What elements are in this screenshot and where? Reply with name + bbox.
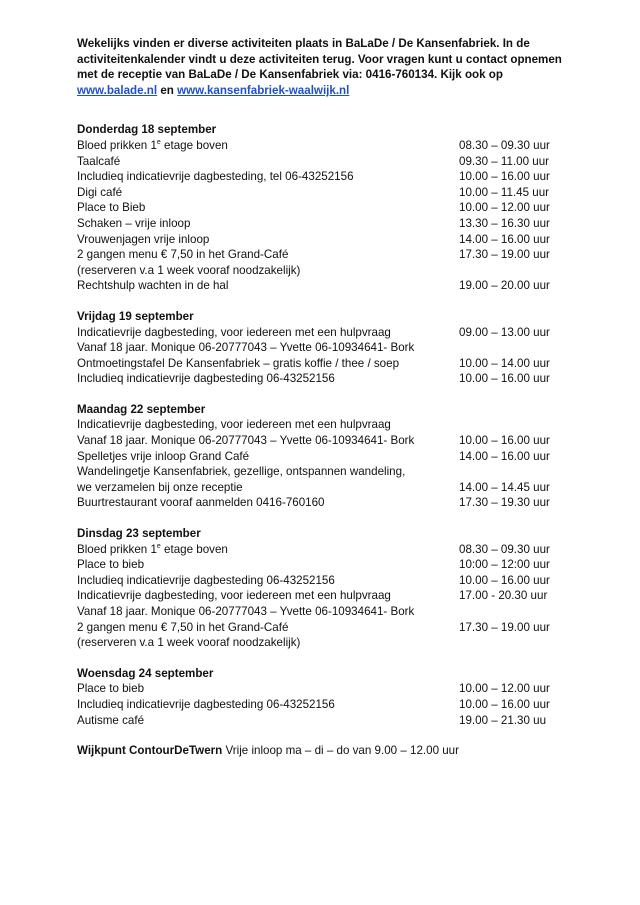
activity-time: 19.00 – 21.30 uu bbox=[459, 713, 547, 727]
activity-name-part: etage boven bbox=[160, 542, 228, 556]
activity-row bbox=[77, 417, 567, 433]
activity-calendar bbox=[77, 36, 567, 759]
activity-row bbox=[77, 247, 567, 263]
activity-row bbox=[77, 340, 567, 356]
activity-time: 10.00 – 12.00 uur bbox=[459, 201, 550, 215]
activity-row bbox=[77, 495, 567, 511]
day-section bbox=[77, 526, 567, 651]
activity-name: Includieq indicatievrije dagbesteding, tel 06-43252156 bbox=[77, 170, 354, 184]
activity-name: Vanaf 18 jaar. Monique 06-20777043 – Yvette 06-10934641- Bork bbox=[77, 434, 415, 448]
activity-time: 17.30 – 19.00 uur bbox=[459, 620, 550, 634]
activity-name: (reserveren v.a 1 week vooraf noodzakelijk) bbox=[77, 263, 301, 277]
activity-time: 09.30 – 11.00 uur bbox=[459, 154, 550, 168]
activity-name: Ontmoetingstafel De Kansenfabriek – gratis koffie / thee / soep bbox=[77, 356, 400, 370]
activity-name: Includieq indicatievrije dagbesteding 06-43252156 bbox=[77, 573, 335, 587]
activity-time: 09.00 – 13.00 uur bbox=[459, 325, 550, 339]
day-title: Vrijdag 19 september bbox=[77, 309, 194, 323]
activity-name: Indicatievrije dagbesteding, voor iedereen met een hulpvraag bbox=[77, 589, 391, 603]
activity-row bbox=[77, 154, 567, 170]
activity-time: 19.00 – 20.00 uur bbox=[459, 279, 550, 293]
activity-row bbox=[77, 464, 567, 480]
activity-name: Includieq indicatievrije dagbesteding 06-43252156 bbox=[77, 697, 335, 711]
activity-name: we verzamelen bij onze receptie bbox=[77, 480, 243, 494]
activity-name: Vanaf 18 jaar. Monique 06-20777043 – Yvette 06-10934641- Bork bbox=[77, 341, 415, 355]
activity-time bbox=[459, 340, 567, 356]
ordinal-superscript: e bbox=[156, 542, 161, 550]
activity-name bbox=[77, 138, 459, 154]
activity-time: 10.00 – 16.00 uur bbox=[459, 372, 550, 386]
footer-note bbox=[77, 743, 567, 759]
activity-row bbox=[77, 542, 567, 558]
activity-time bbox=[459, 635, 567, 651]
day-title: Donderdag 18 september bbox=[77, 123, 217, 137]
day-title: Woensdag 24 september bbox=[77, 666, 214, 680]
ordinal-superscript: e bbox=[156, 139, 161, 147]
activity-time: 14.00 – 16.00 uur bbox=[459, 232, 550, 246]
activity-name: (reserveren v.a 1 week vooraf noodzakelijk) bbox=[77, 636, 301, 650]
activity-time: 14.00 – 16.00 uur bbox=[459, 449, 550, 463]
activity-row bbox=[77, 232, 567, 248]
activity-time bbox=[459, 417, 567, 433]
activity-time: 10.00 – 14.00 uur bbox=[459, 356, 550, 370]
activity-time bbox=[459, 464, 567, 480]
activity-row bbox=[77, 588, 567, 604]
activity-time: 10.00 – 16.00 uur bbox=[459, 170, 550, 184]
activity-row bbox=[77, 573, 567, 589]
activity-row bbox=[77, 356, 567, 372]
activity-row bbox=[77, 697, 567, 713]
activity-row bbox=[77, 216, 567, 232]
activity-name: Autisme café bbox=[77, 713, 145, 727]
activity-time: 14.00 – 14.45 uur bbox=[459, 480, 550, 494]
activity-time: 10.00 – 16.00 uur bbox=[459, 573, 550, 587]
activity-row bbox=[77, 480, 567, 496]
activity-time: 10.00 – 12.00 uur bbox=[459, 682, 550, 696]
activity-time: 10.00 – 16.00 uur bbox=[459, 434, 550, 448]
activity-time: 08.30 – 09.30 uur bbox=[459, 542, 550, 556]
activity-time: 10:00 – 12:00 uur bbox=[459, 558, 550, 572]
activity-time: 17.30 – 19.30 uur bbox=[459, 496, 550, 510]
activity-name: Indicatievrije dagbesteding, voor iedereen met een hulpvraag bbox=[77, 418, 391, 432]
activity-row bbox=[77, 449, 567, 465]
activity-row bbox=[77, 635, 567, 651]
activity-row bbox=[77, 185, 567, 201]
activity-name: Buurtrestaurant vooraf aanmelden 0416-760160 bbox=[77, 496, 325, 510]
intro-connector: en bbox=[160, 83, 174, 97]
activity-row bbox=[77, 433, 567, 449]
activity-time: 10.00 – 16.00 uur bbox=[459, 697, 550, 711]
day-title: Dinsdag 23 september bbox=[77, 527, 201, 541]
activity-time bbox=[459, 263, 567, 279]
activity-name: Spelletjes vrije inloop Grand Café bbox=[77, 449, 250, 463]
activity-row bbox=[77, 169, 567, 185]
activity-name: Place to bieb bbox=[77, 682, 145, 696]
footer-location: Wijkpunt ContourDeTwern bbox=[77, 744, 223, 758]
day-section bbox=[77, 666, 567, 728]
activity-name: Taalcafé bbox=[77, 154, 121, 168]
activity-row bbox=[77, 325, 567, 341]
activity-row bbox=[77, 713, 567, 729]
footer-text: Vrije inloop ma – di – do van 9.00 – 12.00 uur bbox=[222, 744, 459, 758]
activity-name: Vrouwenjagen vrije inloop bbox=[77, 232, 210, 246]
activity-name: 2 gangen menu € 7,50 in het Grand-Café bbox=[77, 248, 289, 262]
activity-row bbox=[77, 604, 567, 620]
activity-time: 13.30 – 16.30 uur bbox=[459, 216, 550, 230]
activity-time: 08.30 – 09.30 uur bbox=[459, 138, 550, 152]
schedule bbox=[77, 122, 567, 728]
activity-row bbox=[77, 681, 567, 697]
activity-name: Vanaf 18 jaar. Monique 06-20777043 – Yvette 06-10934641- Bork bbox=[77, 605, 415, 618]
activity-name: Place to Bieb bbox=[77, 201, 146, 215]
activity-row bbox=[77, 371, 567, 387]
activity-name: Includieq indicatievrije dagbesteding 06-43252156 bbox=[77, 372, 335, 386]
activity-name-part: etage boven bbox=[160, 138, 228, 152]
kansenfabriek-link[interactable]: www.kansenfabriek-waalwijk.nl bbox=[177, 83, 350, 97]
day-title: Maandag 22 september bbox=[77, 402, 206, 416]
activity-name: Place to bieb bbox=[77, 558, 145, 572]
activity-row bbox=[77, 200, 567, 216]
activity-time bbox=[459, 604, 567, 620]
activity-name: Rechtshulp wachten in de hal bbox=[77, 279, 229, 293]
activity-row bbox=[77, 620, 567, 636]
activity-time: 10.00 – 11.45 uur bbox=[459, 185, 550, 199]
activity-name: Indicatievrije dagbesteding, voor iedereen met een hulpvraag bbox=[77, 325, 391, 339]
activity-name bbox=[77, 542, 459, 558]
intro-paragraph bbox=[77, 36, 567, 98]
activity-name: Digi café bbox=[77, 185, 123, 199]
activity-row bbox=[77, 278, 567, 294]
activity-time: 17.30 – 19.00 uur bbox=[459, 248, 550, 262]
activity-row bbox=[77, 557, 567, 573]
activity-name-part: Bloed prikken 1 bbox=[77, 542, 157, 556]
activity-name: Wandelingetje Kansenfabriek, gezellige, ontspannen wandeling, bbox=[77, 465, 406, 479]
activity-name: 2 gangen menu € 7,50 in het Grand-Café bbox=[77, 620, 289, 634]
day-section bbox=[77, 122, 567, 294]
activity-row bbox=[77, 263, 567, 279]
day-section bbox=[77, 309, 567, 387]
activity-name: Schaken – vrije inloop bbox=[77, 216, 191, 230]
activity-time: 17.00 - 20.30 uur bbox=[459, 589, 548, 603]
activity-row bbox=[77, 138, 567, 154]
balade-link[interactable]: www.balade.nl bbox=[77, 83, 158, 97]
day-section bbox=[77, 402, 567, 511]
intro-text: Wekelijks vinden er diverse activiteiten plaats in BaLaDe / De Kansenfabriek. In de activiteitenkalender vindt u deze activiteiten terug. Voor vragen kunt u contact opnemen met de receptie van BaLaDe / De Kansenfabriek via: 0416-760134. Kijk ook op bbox=[77, 37, 562, 82]
activity-name-part: Bloed prikken 1 bbox=[77, 138, 157, 152]
